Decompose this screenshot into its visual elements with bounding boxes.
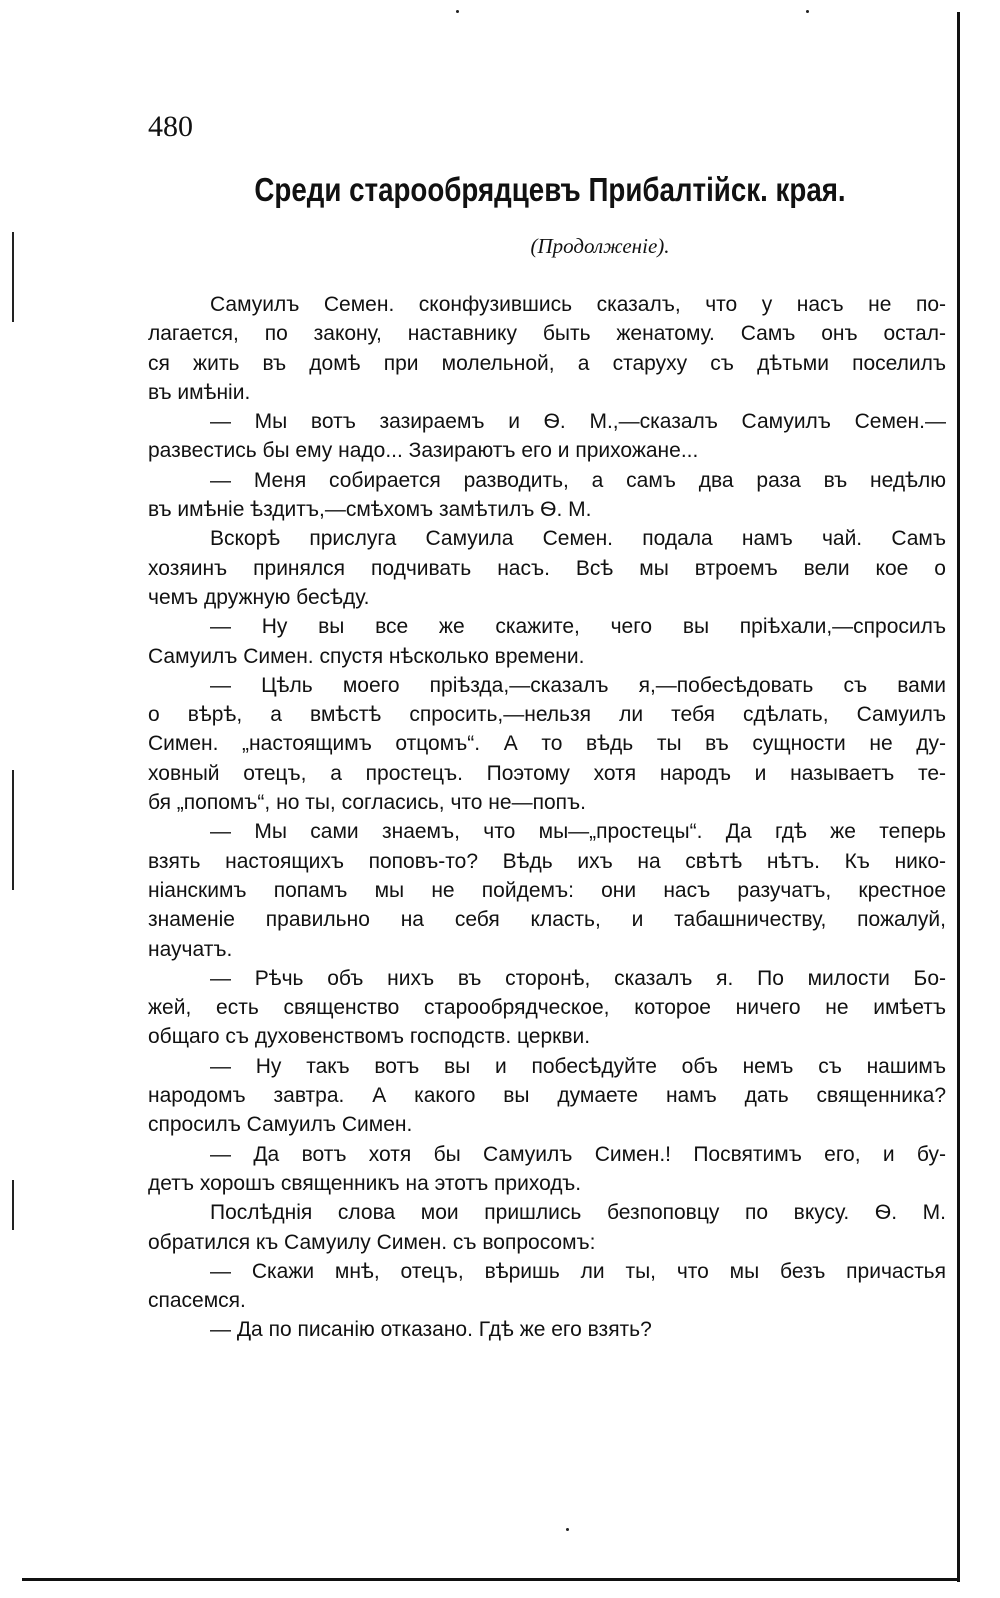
text-line: лагается, по закону, наставнику быть женатому. Самъ онъ остал- — [148, 322, 946, 346]
text-line: — Мы сами знаемъ, что мы—„простецы“. Да гдѣ же теперь — [210, 820, 946, 844]
text-line: ховный отецъ, а простецъ. Поэтому хотя народъ и называетъ те- — [148, 761, 946, 785]
text-line: бя „попомъ“, но ты, согласись, что не—попъ. — [148, 791, 586, 815]
text-line: — Ну вы все же скажите, чего вы пріѣхали,—спросилъ — [210, 615, 946, 639]
paragraph — [148, 1198, 946, 1257]
scan-mark-left-2 — [12, 770, 14, 890]
scan-mark-left-1 — [12, 232, 14, 322]
text-line: жей, есть священство старообрядческое, которое ничего не имѣетъ — [148, 996, 946, 1020]
article-body — [148, 290, 946, 1345]
text-line: ніанскимъ попамъ мы не пойдемъ: они насъ разучатъ, крестное — [148, 878, 946, 902]
paragraph — [148, 466, 946, 525]
text-line: общаго съ духовенствомъ господств. церкви. — [148, 1025, 591, 1049]
paragraph — [148, 671, 946, 817]
text-line: въ имѣніи. — [148, 380, 251, 404]
text-line: спросилъ Самуилъ Симен. — [148, 1113, 413, 1137]
text-line: взять настоящихъ поповъ-то? Вѣдь ихъ на свѣтѣ нѣтъ. Къ нико- — [148, 849, 946, 873]
paragraph — [148, 817, 946, 963]
text-line: детъ хорошъ священникъ на этотъ приходъ. — [148, 1171, 582, 1195]
text-line: — Ну такъ вотъ вы и побесѣдуйте объ немъ съ нашимъ — [210, 1054, 946, 1078]
text-line: развестись бы ему надо... Зазираютъ его и прихожане... — [148, 439, 699, 463]
text-line: въ имѣніе ѣздитъ,—смѣхомъ замѣтилъ Ѳ. М. — [148, 498, 592, 522]
scan-mark-left-3 — [12, 1180, 14, 1230]
text-line: народомъ завтра. А какого вы думаете намъ дать священника? — [148, 1084, 946, 1108]
scan-speck — [806, 10, 809, 13]
text-line: Вскорѣ прислуга Самуила Семен. подала намъ чай. Самъ — [210, 527, 946, 551]
paragraph — [148, 407, 946, 466]
paragraph — [148, 1052, 946, 1140]
text-line: чемъ дружную бесѣду. — [148, 585, 370, 609]
text-line: о вѣрѣ, а вмѣстѣ спросить,—нельзя ли тебя сдѣлать, Самуилъ — [148, 703, 946, 727]
paragraph — [148, 1315, 946, 1344]
text-line: спасемся. — [148, 1289, 246, 1313]
paragraph — [148, 524, 946, 612]
scan-border-bottom — [22, 1578, 960, 1581]
text-line: научатъ. — [148, 937, 233, 961]
text-line: знаменіе правильно на себя класть, и табашничеству, пожалуй, — [148, 908, 946, 932]
scan-speck — [456, 10, 459, 13]
paragraph — [148, 290, 946, 407]
text-line: Самуилъ Семен. сконфузившись сказалъ, что у насъ не по- — [210, 293, 946, 316]
page-number: 480 — [148, 110, 193, 143]
article-title: Среди старообрядцевъ Прибалтійск. края. — [254, 171, 846, 208]
text-line: — Да по писанію отказано. Гдѣ же его взять? — [210, 1318, 652, 1342]
scan-speck — [566, 1528, 569, 1531]
paragraph — [148, 1140, 946, 1199]
text-line: — Цѣль моего пріѣзда,—сказалъ я,—побесѣдовать съ вами — [210, 673, 946, 697]
text-line: — Мы вотъ зазираемъ и Ѳ. М.,—сказалъ Самуилъ Семен.— — [210, 410, 946, 434]
paragraph — [148, 1257, 946, 1316]
text-line: — Скажи мнѣ, отецъ, вѣришь ли ты, что мы безъ причастья — [210, 1259, 946, 1283]
paragraph — [148, 964, 946, 1052]
text-line: — Рѣчь объ нихъ въ сторонѣ, сказалъ я. По милости Бо- — [210, 966, 946, 990]
text-line: Послѣднія слова мои пришлись безпоповцу по вкусу. Ѳ. М. — [210, 1201, 946, 1225]
article-subtitle: (Продолженіе). — [530, 234, 670, 258]
text-line: обратился къ Самуилу Симен. съ вопросомъ: — [148, 1230, 596, 1254]
text-line: — Да вотъ хотя бы Самуилъ Симен.! Посвятимъ его, и бу- — [210, 1142, 946, 1166]
text-line: хозяинъ принялся подчивать насъ. Всѣ мы втроемъ вели кое о — [148, 556, 946, 580]
scan-border-right — [957, 12, 960, 1582]
paragraph — [148, 612, 946, 671]
text-line: — Меня собирается разводить, а самъ два раза въ недѣлю — [210, 468, 946, 492]
text-line: Симен. „настоящимъ отцомъ“. А то вѣдь ты въ сущности не ду- — [148, 732, 946, 756]
text-line: Самуилъ Симен. спустя нѣсколько времени. — [148, 644, 585, 668]
text-line: ся жить въ домѣ при молельной, а старуху съ дѣтьми поселилъ — [148, 351, 946, 375]
